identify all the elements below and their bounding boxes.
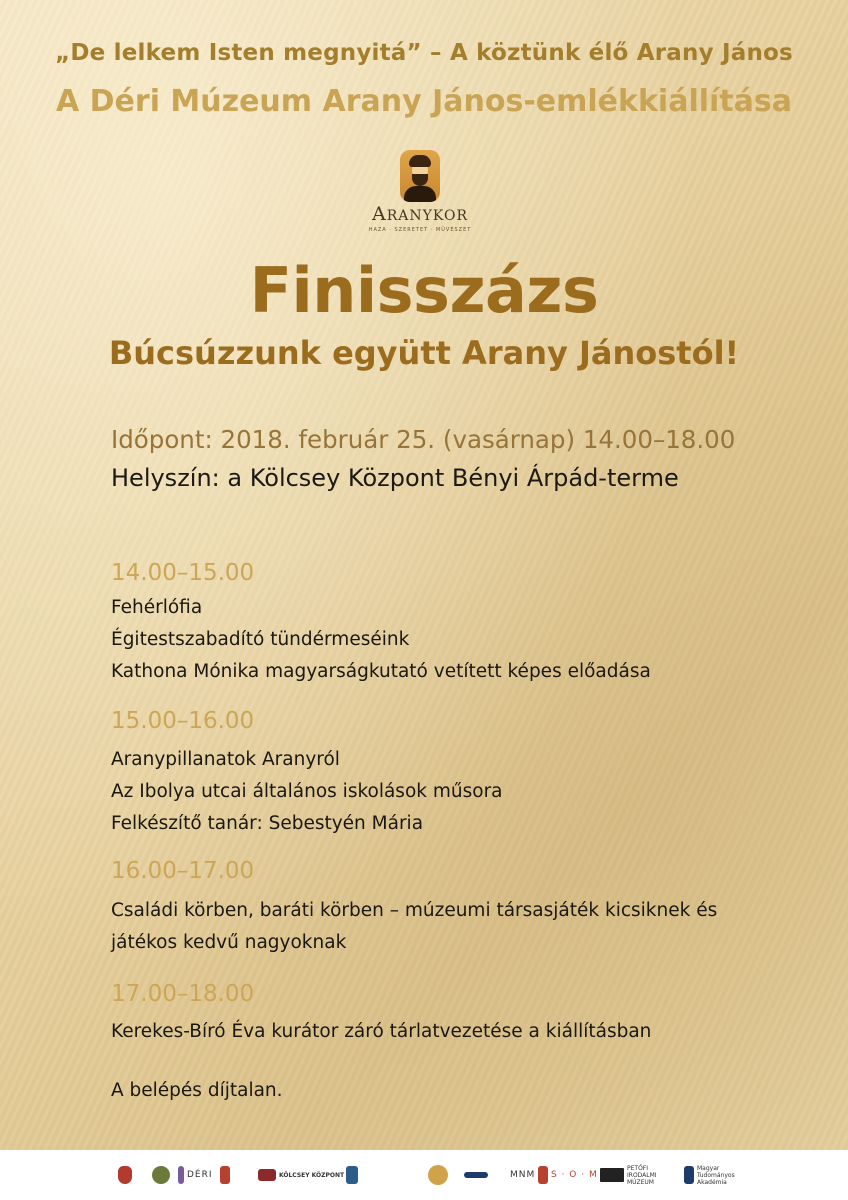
columns-icon	[600, 1168, 624, 1182]
shield-icon	[538, 1166, 548, 1184]
program-block	[111, 895, 717, 959]
sponsor-logo	[464, 1162, 488, 1188]
header-quote: „De lelkem Isten megnyitá” – A köztünk élő Arany János	[55, 40, 793, 66]
program-line: Aranypillanatok Aranyról	[111, 749, 340, 770]
program-time: 16.00–17.00	[111, 858, 255, 884]
collection-icon	[346, 1166, 358, 1184]
academy-icon	[684, 1166, 694, 1184]
program-time: 15.00–16.00	[111, 708, 255, 734]
portrait-icon	[400, 150, 440, 202]
event-subtitle: Búcsúzzunk együtt Arany Jánostól!	[108, 334, 740, 372]
event-venue: Helyszín: a Kölcsey Központ Bényi Árpád-terme	[111, 464, 679, 492]
deri-icon	[178, 1166, 184, 1184]
header-exhibition-title: A Déri Múzeum Arany János-emlékkiállítása	[55, 84, 792, 119]
program-block	[111, 1016, 651, 1048]
program-line: Égitestszabadító tündérmeséink	[111, 629, 410, 650]
sponsor-logo	[118, 1162, 132, 1188]
sponsor-logo: PETŐFI IRODALMI MÚZEUM	[600, 1162, 671, 1188]
sponsor-logo	[428, 1162, 448, 1188]
program-line: Családi körben, baráti körben – múzeumi társasjáték kicsiknek és	[111, 900, 718, 921]
logo-wordmark: ARANYKOR	[372, 203, 468, 225]
program-block	[111, 744, 503, 840]
aranykor-logo	[352, 150, 488, 242]
sponsor-logo: DÉRI	[178, 1162, 213, 1188]
sponsor-logo	[152, 1162, 170, 1188]
event-datetime: Időpont: 2018. február 25. (vasárnap) 14.00–18.00	[111, 425, 736, 454]
sponsor-logo	[346, 1162, 358, 1188]
sponsor-logo: Magyar Tudományos Akadémia	[684, 1162, 743, 1188]
program-block	[111, 592, 651, 688]
sponsor-logo: MNM	[510, 1170, 536, 1180]
sponsor-strip	[0, 1150, 848, 1200]
program-line: Felkészítő tanár: Sebestyén Mária	[111, 813, 424, 834]
swoosh-icon	[464, 1172, 488, 1178]
event-title: Finisszázs	[249, 254, 599, 327]
program-line: Fehérlófia	[111, 597, 203, 618]
program-line: Az Ibolya utcai általános iskolások műsora	[111, 781, 503, 802]
entry-note: A belépés díjtalan.	[111, 1080, 283, 1101]
sponsor-logo	[220, 1162, 230, 1188]
program-line: Kathona Mónika magyarságkutató vetített képes előadása	[111, 661, 651, 682]
flame-icon	[220, 1166, 230, 1184]
coat-of-arms-icon	[118, 1166, 132, 1184]
seal-icon	[152, 1166, 170, 1184]
building-icon	[258, 1169, 276, 1181]
sponsor-logo: KÖLCSEY KÖZPONT	[258, 1162, 344, 1188]
sponsor-logo: S · O · M	[538, 1162, 598, 1188]
logo-tagline: HAZA · SZERETET · MŰVÉSZET	[368, 227, 472, 233]
sun-icon	[428, 1165, 448, 1185]
program-line: játékos kedvű nagyoknak	[111, 932, 347, 953]
program-time: 14.00–15.00	[111, 560, 255, 586]
program-time: 17.00–18.00	[111, 981, 255, 1007]
program-line: Kerekes-Bíró Éva kurátor záró tárlatvezetése a kiállításban	[111, 1021, 652, 1042]
